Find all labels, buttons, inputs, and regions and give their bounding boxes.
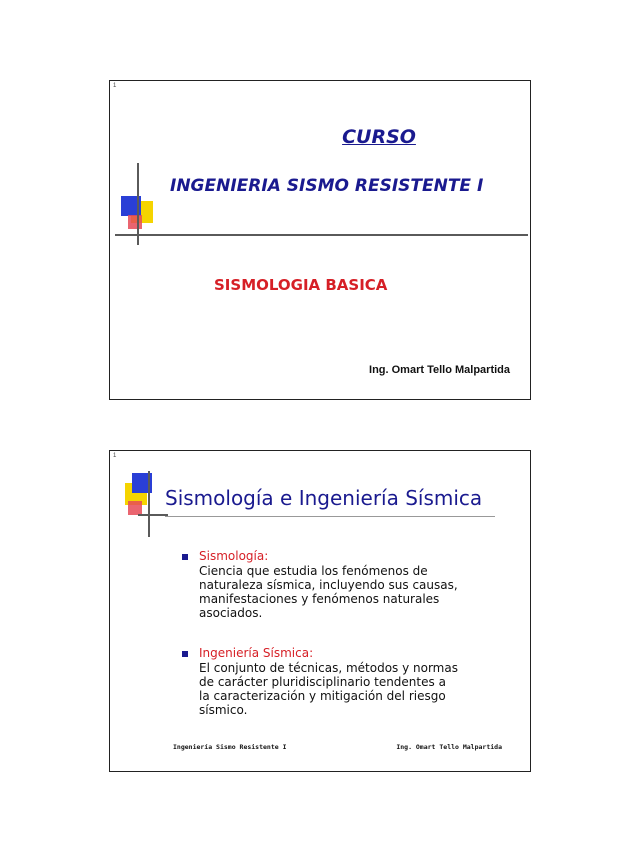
bullet-square-icon — [182, 554, 188, 560]
bullet-square-icon — [182, 651, 188, 657]
deco-red-square — [128, 501, 142, 515]
bullet-body: Ciencia que estudia los fenómenos de naturaleza sísmica, incluyendo sus causas, manifestaciones y fenómenos naturales asociados. — [199, 564, 458, 620]
deco-vertical-line — [137, 163, 139, 245]
bullet-body: El conjunto de técnicas, métodos y normas de carácter pluridisciplinario tendentes a la caracterización y mitigación del riesgo sísmico. — [199, 661, 458, 717]
slide-2 — [109, 450, 531, 772]
bullet-heading: Ingeniería Sísmica: — [199, 646, 314, 660]
footer-author: Ing. Omart Tello Malpartida — [396, 743, 502, 751]
topic-title: SISMOLOGIA BASICA — [214, 276, 388, 294]
bullet-heading: Sismología: — [199, 549, 269, 563]
deco-vertical-line — [148, 471, 150, 537]
deco-separator-line — [165, 516, 495, 517]
deco-horizontal-line — [138, 514, 168, 516]
course-title: INGENIERIA SISMO RESISTENTE I — [170, 176, 484, 196]
slide-number: 1 — [113, 83, 117, 89]
footer-course: Ingeniería Sismo Resistente I — [173, 743, 287, 751]
deco-red-square — [128, 215, 142, 229]
author: Ing. Omart Tello Malpartida — [369, 364, 510, 376]
deco-horizontal-line — [115, 234, 528, 236]
slide-title: Sismología e Ingeniería Sísmica — [165, 486, 483, 510]
slide-1 — [109, 80, 531, 400]
slide-heading: CURSO — [342, 126, 416, 148]
slide-number: 1 — [113, 453, 117, 459]
